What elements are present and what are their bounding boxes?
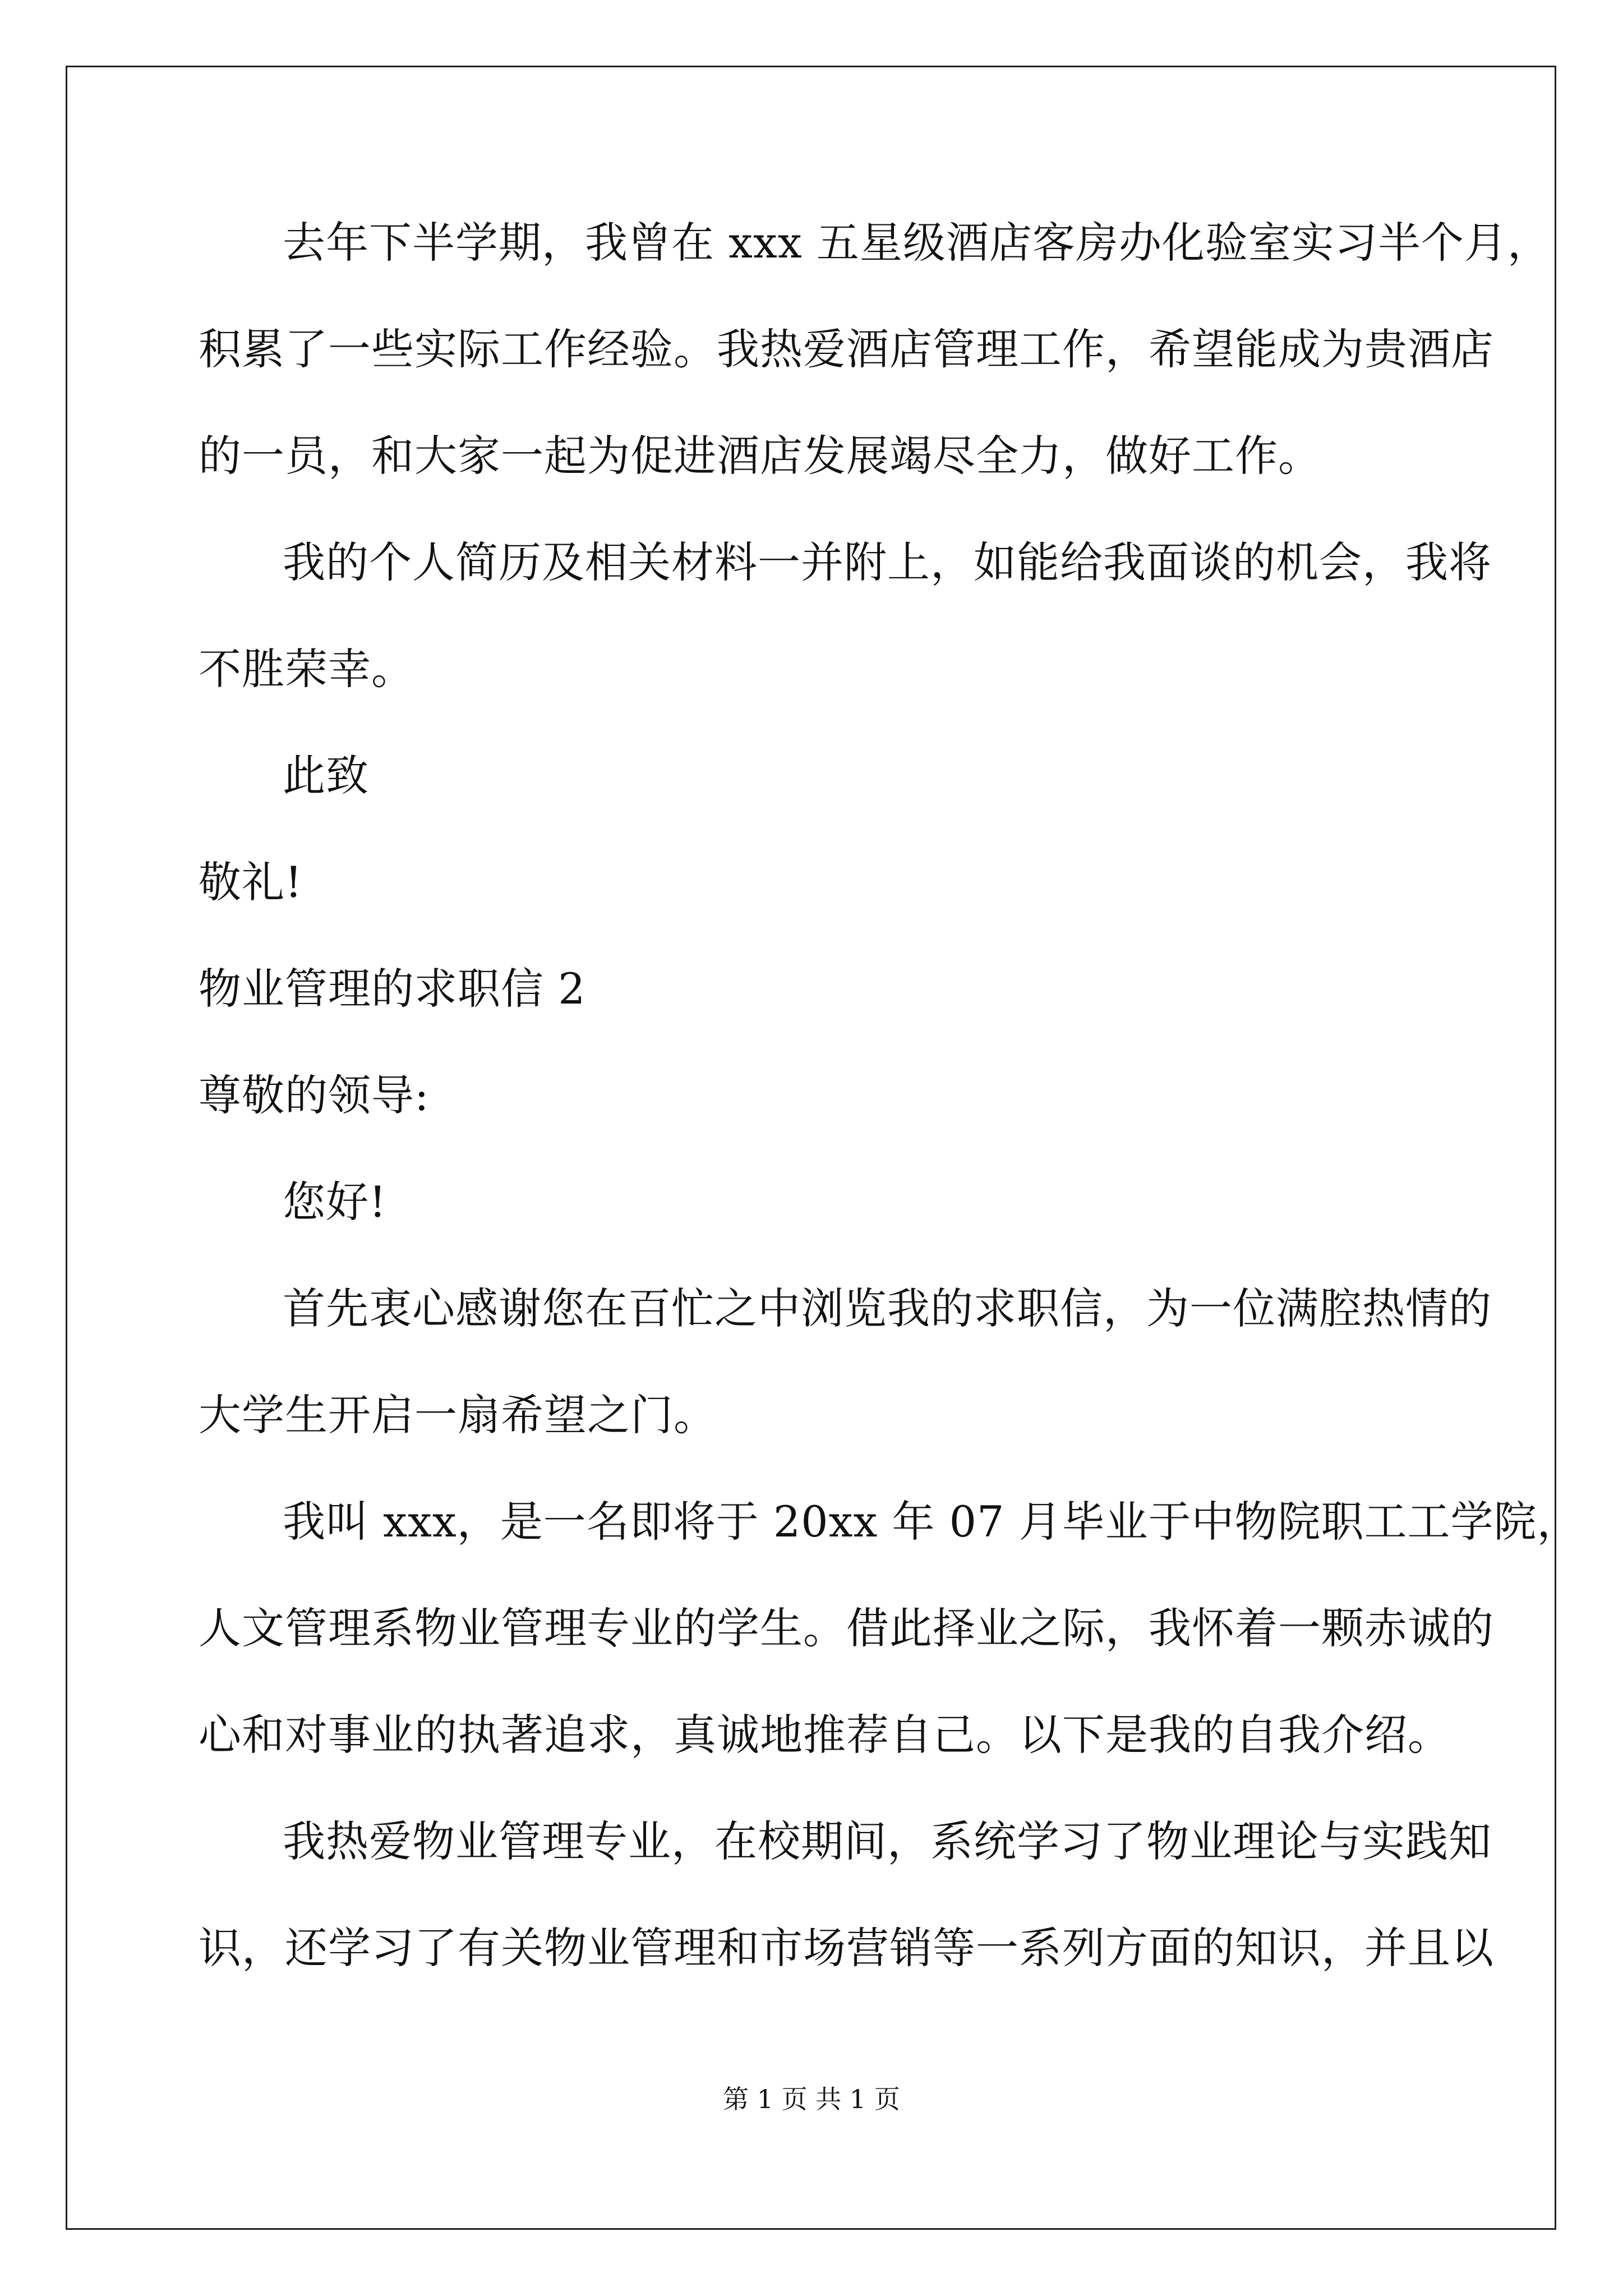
paragraph-line: 大学生开启一扇希望之门。 [199, 1390, 717, 1440]
greeting: 您好! [283, 1177, 387, 1227]
page-border [66, 66, 1556, 2230]
salutation: 尊敬的领导: [199, 1070, 430, 1120]
closing-salute: 敬礼! [199, 857, 303, 907]
paragraph-line: 人文管理系物业管理专业的学生。借此择业之际，我怀着一颗赤诚的 [199, 1603, 1494, 1653]
paragraph-line: 首先衷心感谢您在百忙之中浏览我的求职信，为一位满腔热情的 [283, 1283, 1492, 1333]
paragraph-line: 心和对事业的执著追求，真诚地推荐自己。以下是我的自我介绍。 [199, 1710, 1451, 1760]
paragraph-line: 我热爱物业管理专业，在校期间，系统学习了物业理论与实践知 [283, 1816, 1492, 1866]
paragraph-line: 不胜荣幸。 [199, 644, 414, 694]
page-footer: 第 1 页 共 1 页 [723, 2084, 900, 2114]
closing-line: 此致 [283, 751, 369, 800]
paragraph-line: 的一员，和大家一起为促进酒店发展竭尽全力，做好工作。 [199, 431, 1321, 481]
section-title: 物业管理的求职信 2 [199, 964, 586, 1014]
paragraph-line: 积累了一些实际工作经验。我热爱酒店管理工作，希望能成为贵酒店 [199, 324, 1494, 374]
paragraph-line: 我的个人简历及相关材料一并附上，如能给我面谈的机会，我将 [283, 537, 1492, 587]
paragraph-line: 我叫 xxx，是一名即将于 20xx 年 07 月毕业于中物院职工工学院， [283, 1497, 1580, 1547]
paragraph-line: 去年下半学期，我曾在 xxx 五星级酒店客房办化验室实习半个月， [283, 218, 1551, 268]
paragraph-line: 识，还学习了有关物业管理和市场营销等一系列方面的知识，并且以 [199, 1923, 1494, 1973]
